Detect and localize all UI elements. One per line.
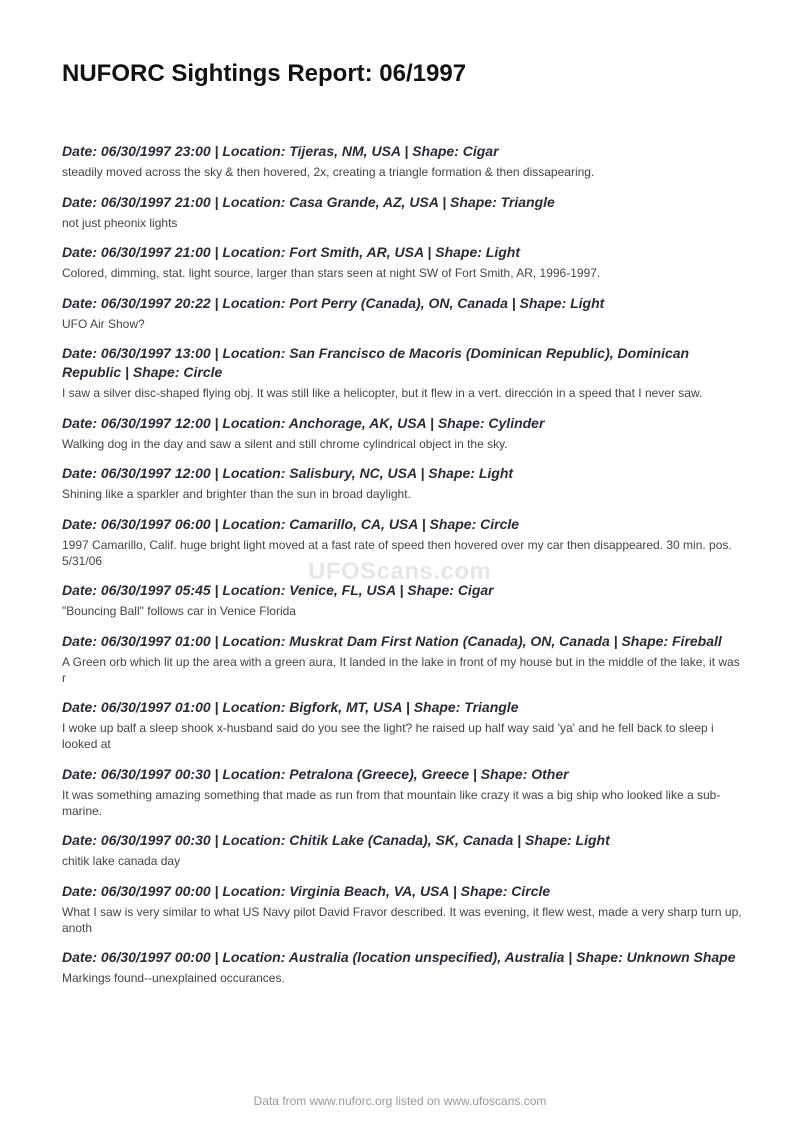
sighting-entry [62, 765, 742, 819]
sighting-entry [62, 581, 742, 619]
sightings-list [62, 142, 742, 999]
sighting-entry [62, 414, 742, 452]
sighting-header: Date: 06/30/1997 20:22 | Location: Port Perry (Canada), ON, Canada | Shape: Light [62, 294, 605, 311]
sighting-description: chitik lake canada day [62, 854, 181, 868]
sighting-entry [62, 831, 742, 869]
sighting-header: Date: 06/30/1997 21:00 | Location: Fort Smith, AR, USA | Shape: Light [62, 244, 521, 260]
sighting-header: Date: 06/30/1997 00:30 | Location: Chitik Lake (Canada), SK, Canada | Shape: Light [62, 832, 610, 848]
sighting-description: Colored, dimming, stat. light source, larger than stars seen at night SW of Fort Smith, AR, 1996-1997. [62, 266, 601, 280]
sighting-header: Date: 06/30/1997 21:00 | Location: Casa Grande, AZ, USA | Shape: Triangle [62, 193, 555, 210]
sighting-header: Date: 06/30/1997 12:00 | Location: Anchorage, AK, USA | Shape: Cylinder [62, 414, 545, 431]
sighting-description: not just pheonix lights [62, 215, 178, 230]
sighting-entry [62, 243, 742, 281]
sighting-header: Date: 06/30/1997 00:00 | Location: Australia (location unspecified), Australia | Shape: Unknown Shape [62, 949, 736, 965]
sighting-entry [62, 344, 742, 401]
footer-attribution: Data from www.nuforc.org listed on www.ufoscans.com [253, 1094, 547, 1108]
sighting-description: "Bouncing Ball" follows car in Venice Florida [62, 604, 296, 618]
sighting-header: Date: 06/30/1997 12:00 | Location: Salisbury, NC, USA | Shape: Light [62, 465, 514, 481]
sighting-header: Date: 06/30/1997 13:00 | Location: San Francisco de Macoris (Dominican Republic), Dominican Republic | Shape: Circle [62, 345, 690, 380]
sighting-entry [62, 142, 742, 180]
sighting-entry [62, 882, 742, 936]
sighting-description: UFO Air Show? [62, 316, 145, 331]
sighting-description: Shining like a sparkler and brighter than the sun in broad daylight. [62, 487, 411, 501]
sighting-description: I woke up balf a sleep shook x-husband said do you see the light? he raised up half way said 'ya' and he fell back to sleep i looked at [62, 721, 714, 751]
watermark: UFOScans.com [308, 558, 492, 585]
sighting-header: Date: 06/30/1997 06:00 | Location: Camarillo, CA, USA | Shape: Circle [62, 515, 520, 532]
sighting-entry [62, 698, 742, 752]
sighting-header: Date: 06/30/1997 00:30 | Location: Petralona (Greece), Greece | Shape: Other [62, 765, 569, 782]
sighting-description: A Green orb which lit up the area with a green aura, It landed in the lake in front of my house but in the middle of the lake, it was r [62, 654, 740, 685]
sighting-entry [62, 632, 742, 686]
sighting-description: 1997 Camarillo, Calif. huge bright light moved at a fast rate of speed then hovered over my car then disappeared. 30 min. pos. 5/31/06 [62, 537, 732, 568]
sighting-header: Date: 06/30/1997 23:00 | Location: Tijeras, NM, USA | Shape: Cigar [62, 143, 499, 159]
sighting-entry [62, 464, 742, 502]
sighting-header: Date: 06/30/1997 00:00 | Location: Virginia Beach, VA, USA | Shape: Circle [62, 882, 551, 899]
sighting-entry [62, 515, 742, 569]
sighting-header: Date: 06/30/1997 01:00 | Location: Bigfork, MT, USA | Shape: Triangle [62, 699, 519, 715]
page-title: NUFORC Sightings Report: 06/1997 [62, 60, 467, 87]
sighting-description: steadily moved across the sky & then hovered, 2x, creating a triangle formation & then dissapearing. [62, 165, 595, 179]
sighting-description: It was something amazing something that made as run from that mountain like crazy it was a big ship who looked like a sub-marine. [62, 787, 721, 818]
sighting-header: Date: 06/30/1997 05:45 | Location: Venice, FL, USA | Shape: Cigar [62, 582, 494, 598]
sighting-description: What I saw is very similar to what US Navy pilot David Fravor described. It was evening, it flew west, made a very sharp turn up, anoth [62, 904, 742, 935]
sighting-entry [62, 294, 742, 332]
sighting-entry [62, 193, 742, 231]
sighting-entry [62, 948, 742, 986]
sighting-description: Walking dog in the day and saw a silent and still chrome cylindrical object in the sky. [62, 436, 508, 451]
sighting-description: Markings found--unexplained occurances. [62, 971, 285, 985]
sighting-header: Date: 06/30/1997 01:00 | Location: Muskrat Dam First Nation (Canada), ON, Canada | Shape: Fireball [62, 632, 722, 649]
sighting-description: I saw a silver disc-shaped flying obj. It was still like a helicopter, but it flew in a vert. dirección in a speed that I never saw. [62, 386, 703, 400]
